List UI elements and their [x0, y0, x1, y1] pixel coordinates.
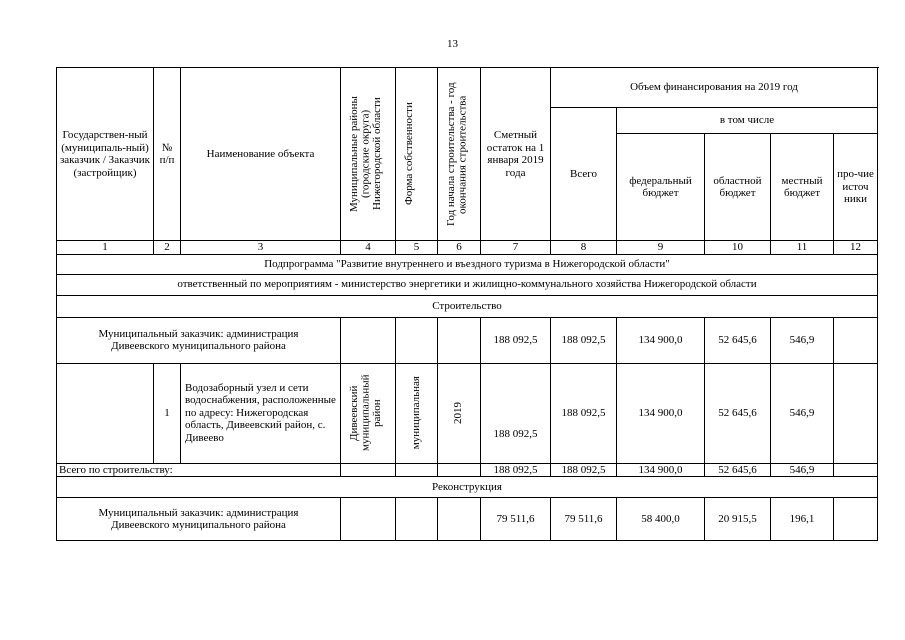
other-value	[834, 498, 878, 541]
empty-cell	[57, 363, 154, 463]
total-row	[57, 463, 878, 477]
federal-value: 58 400,0	[617, 498, 705, 541]
column-number: 8	[551, 241, 617, 255]
section-reconstruction: Реконструкция	[57, 477, 878, 498]
remainder-value: 188 092,5	[481, 317, 551, 363]
header-local: местный бюджет	[771, 134, 834, 241]
object-year	[438, 363, 481, 463]
empty-cell	[341, 317, 396, 363]
regional-value: 52 645,6	[705, 363, 771, 463]
header-object-name: Наименование объекта	[181, 68, 341, 241]
empty-cell	[396, 498, 438, 541]
column-number: 7	[481, 241, 551, 255]
header-years-text: Год начала строительства - год окончания строительства	[445, 82, 469, 226]
federal-value: 134 900,0	[617, 363, 705, 463]
header-districts-text: Муниципальные районы (городские округа) Нижегородской области	[348, 96, 383, 212]
header-districts	[341, 68, 396, 241]
header-other: про-чие источ ники	[834, 134, 878, 241]
header-ownership-text: Форма собственности	[402, 102, 415, 206]
header-financing: Объем финансирования на 2019 год	[551, 68, 878, 108]
empty-cell	[341, 498, 396, 541]
column-number: 5	[396, 241, 438, 255]
regional-value: 20 915,5	[705, 498, 771, 541]
customer-row	[57, 317, 878, 363]
column-number: 6	[438, 241, 481, 255]
other-value	[834, 363, 878, 463]
header-num: № п/п	[154, 68, 181, 241]
federal-value: 134 900,0	[617, 317, 705, 363]
remainder-value: 188 092,5	[481, 363, 551, 463]
total-value: 188 092,5	[551, 317, 617, 363]
other-value	[834, 463, 878, 477]
empty-cell	[341, 463, 396, 477]
financing-table	[56, 67, 878, 541]
header-total: Всего	[551, 108, 617, 241]
empty-cell	[438, 317, 481, 363]
empty-cell	[396, 317, 438, 363]
subprogram-title: Подпрограмма "Развитие внутреннего и въездного туризма в Нижегородской области"	[57, 254, 878, 274]
total-value: 188 092,5	[551, 463, 617, 477]
section-construction: Строительство	[57, 295, 878, 317]
local-value: 546,9	[771, 463, 834, 477]
local-value: 196,1	[771, 498, 834, 541]
object-number: 1	[154, 363, 181, 463]
object-ownership	[396, 363, 438, 463]
column-number: 1	[57, 241, 154, 255]
object-name: Водозаборный узел и сети водоснабжения, расположенные по адресу: Нижегородская область, Дивеевский район, с. Дивеево	[181, 363, 341, 463]
column-number: 3	[181, 241, 341, 255]
local-value: 546,9	[771, 317, 834, 363]
regional-value: 52 645,6	[705, 317, 771, 363]
header-customer: Государствен-ный (муниципаль-ный) заказчик / Заказчик (застройщик)	[57, 68, 154, 241]
header-including: в том числе	[617, 108, 878, 134]
total-label: Всего по строительству:	[57, 463, 341, 477]
column-number: 10	[705, 241, 771, 255]
column-number: 9	[617, 241, 705, 255]
remainder-value: 188 092,5	[481, 463, 551, 477]
header-regional: областной бюджет	[705, 134, 771, 241]
column-number: 2	[154, 241, 181, 255]
object-ownership-text: муниципальная	[409, 376, 422, 450]
column-number: 4	[341, 241, 396, 255]
page-number: 13	[447, 38, 458, 50]
total-value: 188 092,5	[551, 363, 617, 463]
empty-cell	[438, 463, 481, 477]
total-value: 79 511,6	[551, 498, 617, 541]
customer-label: Муниципальный заказчик: администрация Дивеевского муниципального района	[57, 317, 341, 363]
remainder-value: 79 511,6	[481, 498, 551, 541]
column-number: 12	[834, 241, 878, 255]
regional-value: 52 645,6	[705, 463, 771, 477]
header-ownership	[396, 68, 438, 241]
header-remainder: Сметный остаток на 1 января 2019 года	[481, 68, 551, 241]
header-federal: федеральный бюджет	[617, 134, 705, 241]
other-value	[834, 317, 878, 363]
empty-cell	[438, 498, 481, 541]
column-number: 11	[771, 241, 834, 255]
object-district	[341, 363, 396, 463]
local-value: 546,9	[771, 363, 834, 463]
object-row	[57, 363, 878, 463]
responsible-line: ответственный по мероприятиям - министерство энергетики и жилищно-коммунального хозяйства Нижегородской области	[57, 274, 878, 295]
object-year-text: 2019	[452, 402, 465, 424]
header-years	[438, 68, 481, 241]
empty-cell	[396, 463, 438, 477]
customer-row	[57, 498, 878, 541]
federal-value: 134 900,0	[617, 463, 705, 477]
column-numbers-row	[57, 241, 878, 255]
object-district-text: Дивеевский муниципальный район	[348, 374, 383, 452]
customer-label: Муниципальный заказчик: администрация Дивеевского муниципального района	[57, 498, 341, 541]
